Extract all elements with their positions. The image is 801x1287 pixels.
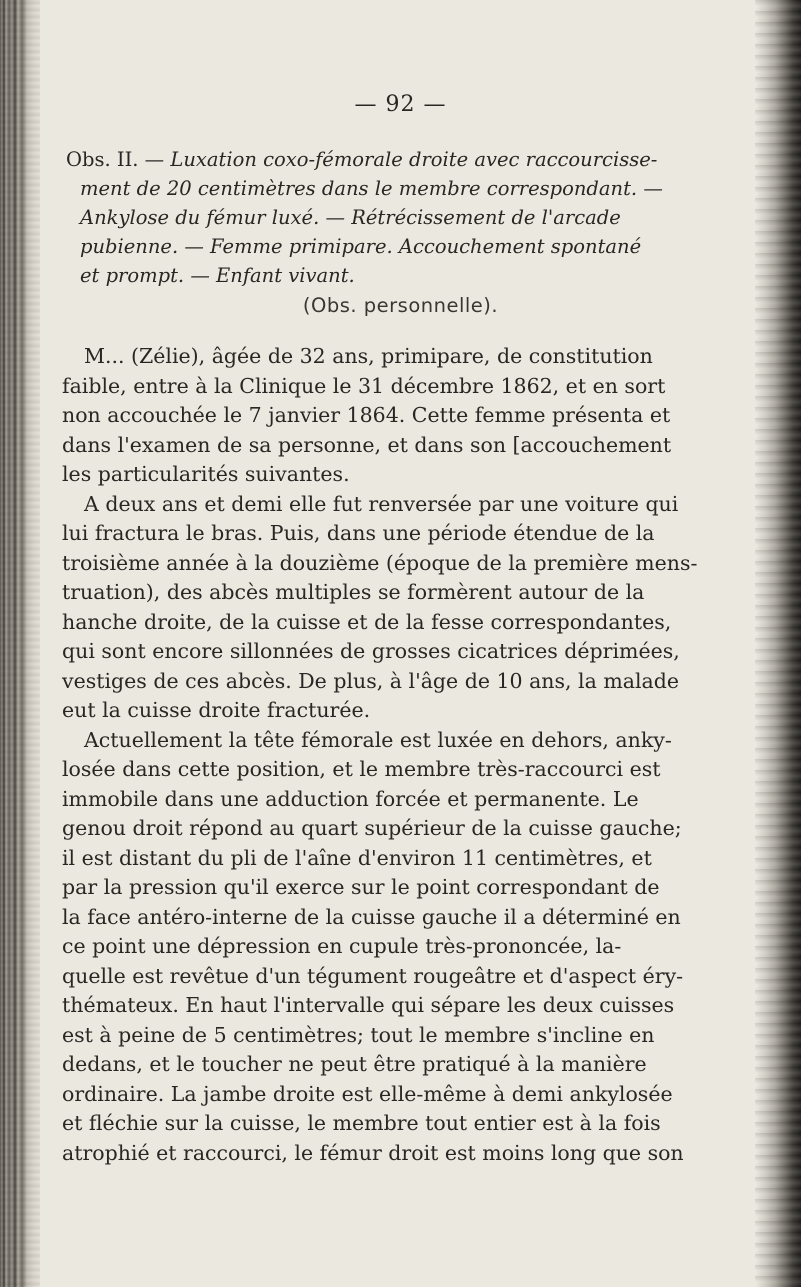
text-line: non accouchée le 7 janvier 1864. Cette femme présenta et	[62, 403, 671, 427]
observation-title: Luxation coxo-fémorale droite avec raccourcisse-	[170, 148, 658, 171]
body-text	[62, 342, 762, 1168]
text-line: et fléchie sur la cuisse, le membre tout entier est à la fois	[62, 1111, 661, 1135]
text-line: la face antéro-interne de la cuisse gauche il a déterminé en	[62, 904, 681, 929]
header-line: ment de 20 centimètres dans le membre correspondant. —	[80, 177, 663, 200]
text-line: lui fractura le bras. Puis, dans une période étendue de la	[62, 521, 655, 545]
observation-label: Obs. II. —	[66, 148, 171, 171]
text-line: faible, entre à la Clinique le 31 décembre 1862, et en sort	[62, 373, 666, 398]
text-line: est à peine de 5 centimètres; tout le membre s'incline en	[62, 1022, 655, 1047]
text-line: qui sont encore sillonnées de grosses cicatrices déprimées,	[62, 639, 680, 663]
text-line: quelle est revêtue d'un tégument rougeâtre et d'aspect éry-	[62, 963, 684, 988]
text-line: par la pression qu'il exerce sur le point correspondant de	[62, 875, 660, 899]
text-line: ordinaire. La jambe droite est elle-même à demi ankylosée	[62, 1081, 673, 1106]
text-line: les particularités suivantes.	[62, 462, 350, 486]
text-line: il est distant du pli de l'aîne d'environ 11 centimètres, et	[62, 845, 652, 870]
header-line: Ankylose du fémur luxé. — Rétrécissement de l'arcade	[80, 206, 621, 229]
text-line: thémateux. En haut l'intervalle qui sépare les deux cuisses	[62, 993, 675, 1017]
text-line: immobile dans une adduction forcée et permanente. Le	[62, 786, 639, 811]
text-line: Actuellement la tête fémorale est luxée en dehors, anky-	[84, 727, 672, 752]
left-binding-edge	[0, 0, 40, 1287]
text-line: M... (Zélie), âgée de 32 ans, primipare, de constitution	[84, 344, 653, 368]
text-line: losée dans cette position, et le membre très-raccourci est	[62, 757, 661, 781]
observation-source: (Obs. personnelle).	[302, 294, 499, 317]
observation-header	[66, 145, 756, 290]
text-line: eut la cuisse droite fracturée.	[62, 698, 371, 722]
text-line: dedans, et le toucher ne peut être pratiqué à la manière	[62, 1052, 647, 1076]
header-line: et prompt. — Enfant vivant.	[80, 264, 355, 287]
text-line: A deux ans et demi elle fut renversée par une voiture qui	[84, 491, 679, 516]
page-number: — 92 —	[354, 92, 447, 117]
text-line: atrophié et raccourci, le fémur droit est moins long que son	[62, 1140, 684, 1165]
header-line: pubienne. — Femme primipare. Accouchement spontané	[80, 235, 642, 258]
text-line: ce point une dépression en cupule très-prononcée, la-	[62, 934, 622, 958]
text-line: genou droit répond au quart supérieur de la cuisse gauche;	[62, 816, 682, 840]
text-line: vestiges de ces abcès. De plus, à l'âge de 10 ans, la malade	[62, 668, 680, 693]
text-line: truation), des abcès multiples se formèrent autour de la	[62, 580, 645, 604]
text-line: hanche droite, de la cuisse et de la fesse correspondantes,	[62, 609, 672, 634]
header-line	[66, 145, 756, 174]
text-line: troisième année à la douzième (époque de la première mens-	[62, 550, 698, 575]
text-line: dans l'examen de sa personne, et dans son [accouchement	[62, 432, 672, 457]
